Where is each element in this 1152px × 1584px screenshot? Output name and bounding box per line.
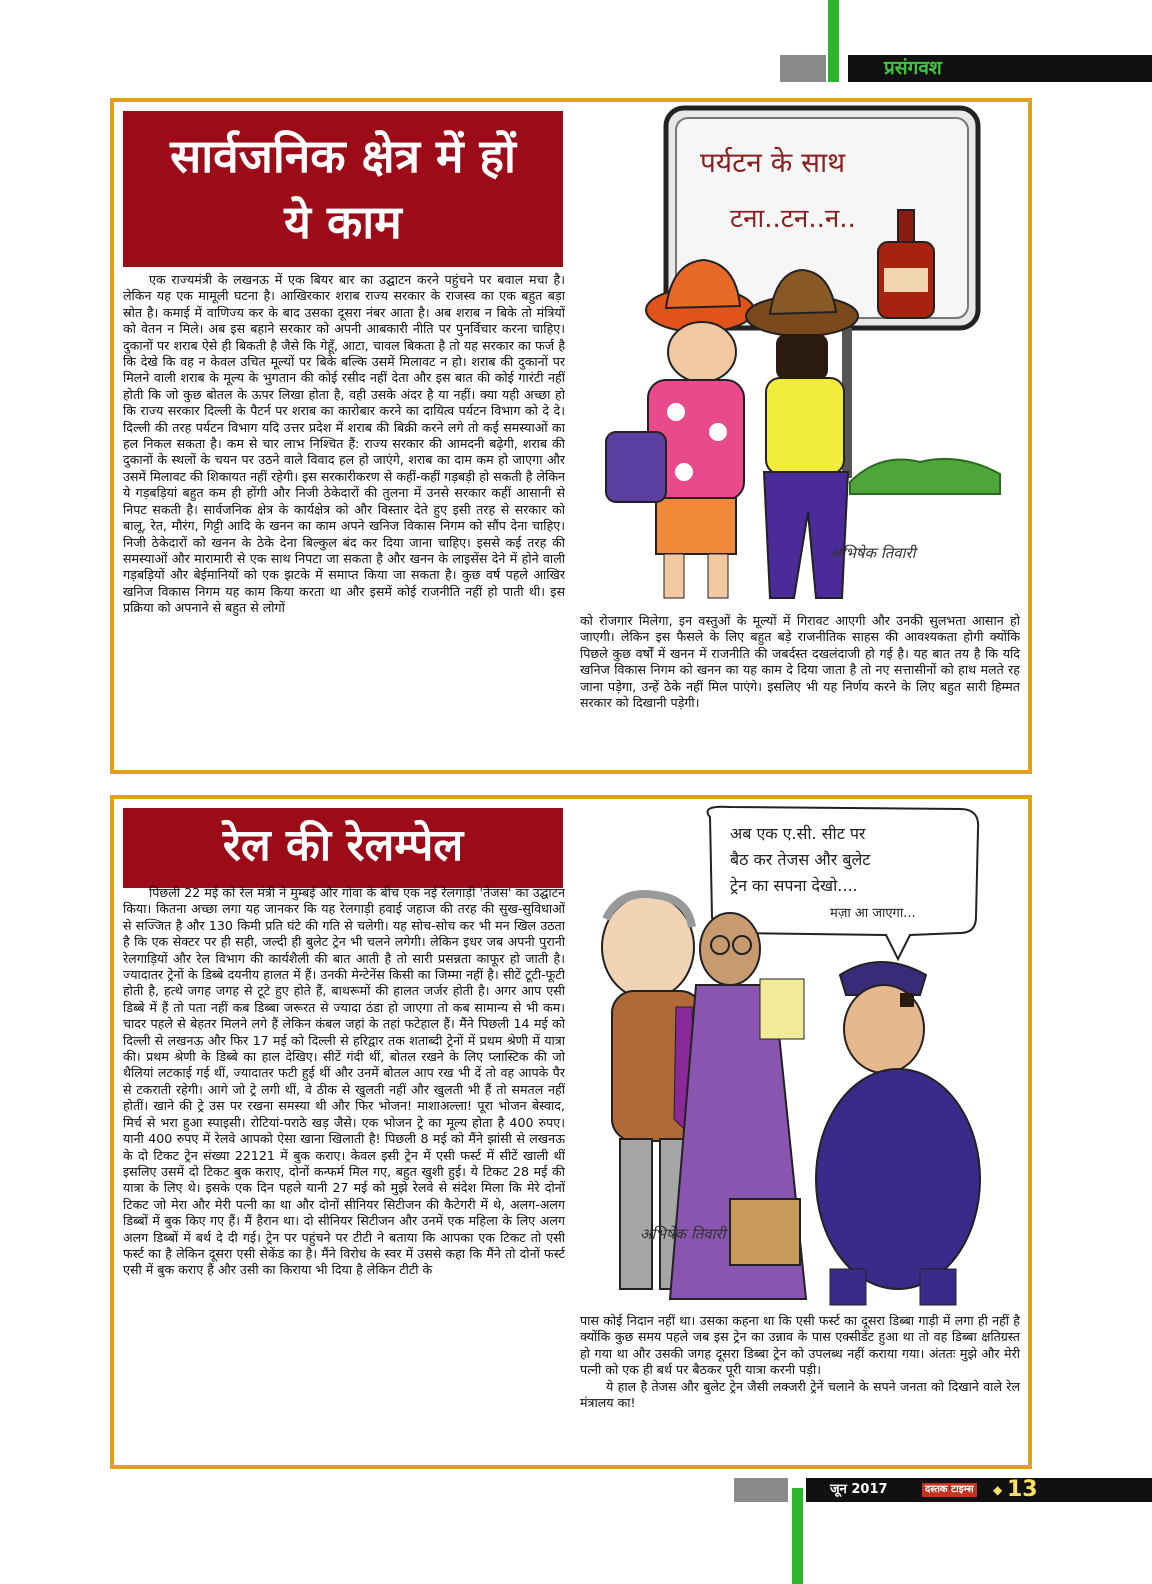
body-paragraph: पास कोई निदान नहीं था। उसका कहना था कि एसी फर्स्ट का दूसरा डिब्बा गाड़ी में लगा ही नहीं है क्योंकि कुछ समय पहले जब इस ट्रेन का उन्नाव के पास एक्सीडेंट हुआ था तो वह डिब्बा क्षतिग्रस्त हो गया था और उसकी जगह दूसरा डिब्बा ट्रेन को उपलब्ध नहीं कराया गया। अंततः मुझे और मेरी पत्नी को एक ही बर्थ पर बैठकर पूरी यात्रा करनी पड़ी। — [580, 1313, 1020, 1378]
bubble-text-line-4: मज़ा आ जाएगा... — [830, 906, 916, 921]
article-liquor-policy — [110, 98, 1032, 774]
header-gray-block — [780, 55, 826, 82]
title-line-1: सार्वजनिक क्षेत्र में हों — [170, 129, 516, 183]
footer-gray-block — [734, 1478, 788, 1502]
man-leg — [708, 554, 728, 598]
body-paragraph: को रोजगार मिलेगा, इन वस्तुओं के मूल्यों में गिरावट आएगी और उनकी सुलभता आसान हो जाएगी। लेकिन इस फैसले के लिए बहुत बड़े राजनीतिक साहस की आवश्यकता होगी क्योंकि पिछले कुछ वर्षों में खनन में राजनीति की जबर्दस्त दखलंदाजी हो गई है। यह बात तय है कि यदि खनिज विकास निगम को खनन का यह काम दे दिया जाता है तो नए सत्तासीनों को हाथ मलते रह जाना पड़ेगा, उन्हें ठेके नहीं मिल पाएंगे। इसलिए भी यह निर्णय करने के लिए बहुत सारी हिम्मत सरकार को दिखानी पड़ेगी। — [580, 613, 1020, 711]
article-body-right — [580, 613, 1020, 763]
man-shorts — [656, 498, 736, 554]
tt-ear — [900, 993, 914, 1007]
bag-icon — [606, 432, 666, 502]
article-railway — [110, 795, 1032, 1469]
bottle-neck — [898, 210, 914, 244]
article-body-right — [580, 1313, 1020, 1463]
cartoonist-signature: अभिषेक तिवारी — [830, 544, 916, 562]
shirt-flower — [667, 403, 685, 421]
man-face — [668, 322, 736, 382]
luggage-box-icon — [730, 1199, 800, 1265]
board-text-line-2: टना..टन..न.. — [730, 204, 856, 234]
tt-leg — [830, 1269, 866, 1305]
article-title — [123, 111, 563, 267]
board-text-line-1: पर्यटन के साथ — [700, 146, 846, 179]
bubble-text-line-1: अब एक ए.सी. सीट पर — [730, 824, 866, 843]
cartoon-railway — [580, 799, 1026, 1309]
woman-pants — [764, 472, 848, 598]
cartoon-illustration — [580, 102, 1026, 608]
article-body-left — [123, 885, 565, 1465]
body-paragraph: पिछली 22 मई को रेल मंत्री ने मुम्बई और गोवा के बीच एक नई रेलगाड़ी 'तेजस' का उद्घाटन किया। कितना अच्छा लगा यह जानकर कि यह रेलगाड़ी हवाई जहाज की तरह की सुख-सुविधाओं से सज्जित है और 130 किमी प्रति घंटे की गति से चलेगी। यह सोच-सोच कर भी मन खिल उठता है कि एक सेक्टर पर ही सही, जल्दी ही बुलेट ट्रेन भी चलने लगेगी। लेकिन इधर जब अपनी पुरानी रेलगाड़ियों और रेल विभाग की कार्यशैली की बात आती है तो सारी प्रसन्नता काफूर हो जाती है। ज्यादातर ट्रेनों के डिब्बे दयनीय हालत में हैं। उनकी मेन्टेनेंस किसी का जिम्मा नहीं है। सीटें टूटी-फूटी होती है, हत्थे जगह जगह से टूटे हुए होते हैं, बाथरूमों की हालत जर्जर होती है। अगर आप एसी डिब्बे में हैं तो पता नहीं कब डिब्बा जरूरत से ज्यादा ठंडा हो जाएगा तो कब सामान्य से भी कम। चादर पहले से बेहतर मिलने लगे हैं लेकिन कंबल जहां के तहां फटेहाल हैं। मैंने पिछली 14 मई को दिल्ली से लखनऊ और फिर 17 मई को दिल्ली से हरिद्वार तक शताब्दी ट्रेनों में प्रथम श्रेणी में यात्रा की। प्रथम श्रेणी के डिब्बे का हाल देखिए। सीटें गंदी थीं, बोतल रखने के लिए प्लास्टिक की जो थैलियां लटकाई गई थीं, ज्यादातर फटी हुई थीं और उनमें बोतल आप रख भी दें तो वह आपके पैर से टकराती रहेगी। आगे जो ट्रे लगी थीं, वे ठीक से खुलती नहीं और खुलती भी हैं तो समतल नहीं होतीं। खाने की ट्रे उस पर रखना समस्या थी और फिर भोजन! माशाअल्ला! पूरा भोजन बेस्वाद, मिर्च से भरा हुआ स्पाइसी। रोटियां-पराठे खड़ जैसे। एक भोजन ट्रे का मूल्य होता है 400 रुपए। यानी 400 रुपए में रेलवे आपको ऐसा खाना खिलाती है! पिछली 8 मई को मैंने झांसी से लखनऊ के दो टिकट ट्रेन संख्या 22121 में बुक कराए। केवल इसी ट्रेन में एसी फर्स्ट में सीटें खाली थीं इसलिए उसमें दो टिकट बुक कराए, दोनों कन्फर्म मिल गए, बहुत खुशी हुई। ये टिकट 28 मई की यात्रा के लिए थे। इसके एक दिन पहले यानी 27 मई को मुझे रेलवे से संदेश मिला कि मेरे दोनों टिकट जो मेरा और मेरी पत्नी का था और दोनों सीनियर सिटीजन की कैटेगरी में थे, अलग-अलग डिब्बों में बुक किए गए हैं। मैं हैरान था। दो सीनियर सिटीजन और उनमें एक महिला के लिए अलग अलग डिब्बों में बर्थ दे दी गई। ट्रेन पर पहुंचने पर टीटी ने बताया कि आपका एक टिकट तो एसी फर्स्ट का है लेकिन दूसरा एसी सेकेंड का है। मैंने विरोध के स्वर में उससे कहा कि मैंने तो दोनों फर्स्ट एसी में बुक कराए हैं और उसी का किराया भी दिया है लेकिन टीटी के — [123, 885, 565, 1278]
green-accent-bar-bottom — [792, 1488, 803, 1584]
page-number: 13 — [1007, 1477, 1038, 1502]
article-body-left — [123, 272, 565, 762]
title-line-2: ये काम — [284, 195, 402, 249]
magazine-logo: दस्तक टाइम्स — [922, 1483, 977, 1497]
section-label: प्रसंगवश — [884, 57, 942, 79]
body-paragraph: एक राज्यमंत्री के लखनऊ में एक बियर बार का उद्घाटन करने पहुंचने पर बवाल मचा है। लेकिन यह एक मामूली घटना है। आखिरकार शराब राज्य सरकार के राजस्व का एक बहुत बड़ा स्रोत है। कमाई में वाणिज्य कर के बाद उसका दूसरा नंबर आता है। अब शराब न बिके तो मंत्रियों को वेतन न मिले। अब इस बहाने सरकार को अपनी आबकारी नीति पर पुनर्विचार करना चाहिए। दुकानों पर शराब ऐसे ही बिकती है जैसे कि गेहूँ, आटा, चावल बिकता है तो यह सरकार का फर्ज है कि देखे कि वह न केवल उचित मूल्यों पर बिके बल्कि उसमें मिलावट न हो। शराब की दुकानों पर मिलने वाली शराब के मूल्य के भुगतान की कोई रसीद नहीं देता और इस बात की कोई गारंटी नहीं होती कि जो कुछ बोतल के ऊपर लिखा होता है, वही उसके अंदर है या नहीं। क्या यही अच्छा हो कि राज्य सरकार दिल्ली के पैटर्न पर शराब का कारोबार करने का दायित्व पर्यटन विभाग को दे दे। दिल्ली की तरह पर्यटन विभाग यदि उत्तर प्रदेश में शराब की बिक्री करने लगे तो कई समस्याओं का हल निकल सकता है। कम से चार लाभ निश्चित हैं: राज्य सरकार की आमदनी बढ़ेगी, शराब की दुकानों के स्थलों के चयन पर उठने वाले विवाद हल हो जाएंगे, शराब का दाम कम हो जाएगा और उसमें मिलावट की शिकायत नहीं रहेगी। इस सरकारीकरण से कहीं-कहीं गड़बड़ी हो सकती है लेकिन ये गड़बड़ियां बहुत कम ही होंगी और निजी ठेकेदारों की तुलना में उनसे सरकार कहीं आसानी से निपट सकती है। सार्वजनिक क्षेत्र के कार्यक्षेत्र को और विस्तार देते हुए इसी तरह से सरकार को बालू, रेत, मौरंग, गिट्टी आदि के खनन का काम अपने खनिज विकास निगम को सौंप देना चाहिए। निजी ठेकेदारों को खनन के ठेके देना बिल्कुल बंद कर दिया जाना चाहिए। इससे कई तरह की समस्याओं और मारामारी से एक साथ निपटा जा सकता है और खनन के लाइसेंस देने में होने वाली गड़बड़ियों और बेईमानियों को एक झटके में समाप्त किया जा सकता है। कुछ वर्ष पहले आखिर खनिज विकास निगम यह काम किया करता था और इसमें कोई राजनीति नहीं हो पाती थी। इस प्रक्रिया को अपनाने से बहुत से लोगों — [123, 272, 565, 616]
cartoon-illustration — [580, 799, 1026, 1309]
woman-top — [766, 378, 844, 474]
diamond-icon: ◆ — [993, 1483, 1003, 1497]
bubble-text-line-2: बैठ कर तेजस और बुलेट — [730, 850, 871, 869]
bubble-text-line-3: ट्रेन का सपना देखो.... — [730, 876, 858, 895]
cartoonist-signature: अभिषेक तिवारी — [640, 1225, 726, 1243]
body-paragraph: ये हाल है तेजस और बुलेट ट्रेन जैसी लक्जरी ट्रेनें चलाने के सपने जनता को दिखाने वाले रेल मंत्रालय का! — [580, 1378, 1020, 1411]
green-accent-bar-top — [828, 0, 839, 82]
shirt-flower — [675, 463, 693, 481]
tt-leg — [920, 1269, 956, 1305]
ticket-icon — [760, 979, 804, 1039]
man-leg — [664, 554, 684, 598]
shirt-flower — [709, 423, 727, 441]
issue-date: जून 2017 — [830, 1482, 888, 1497]
old-man-leg — [620, 1139, 652, 1289]
article-title: रेल की रेलम्पेल — [123, 808, 563, 888]
cartoon-tourism — [580, 102, 1026, 608]
woman-hair — [776, 334, 828, 380]
tt-uniform — [816, 1069, 980, 1289]
plant-icon — [850, 459, 1000, 494]
bottle-label — [884, 268, 928, 292]
